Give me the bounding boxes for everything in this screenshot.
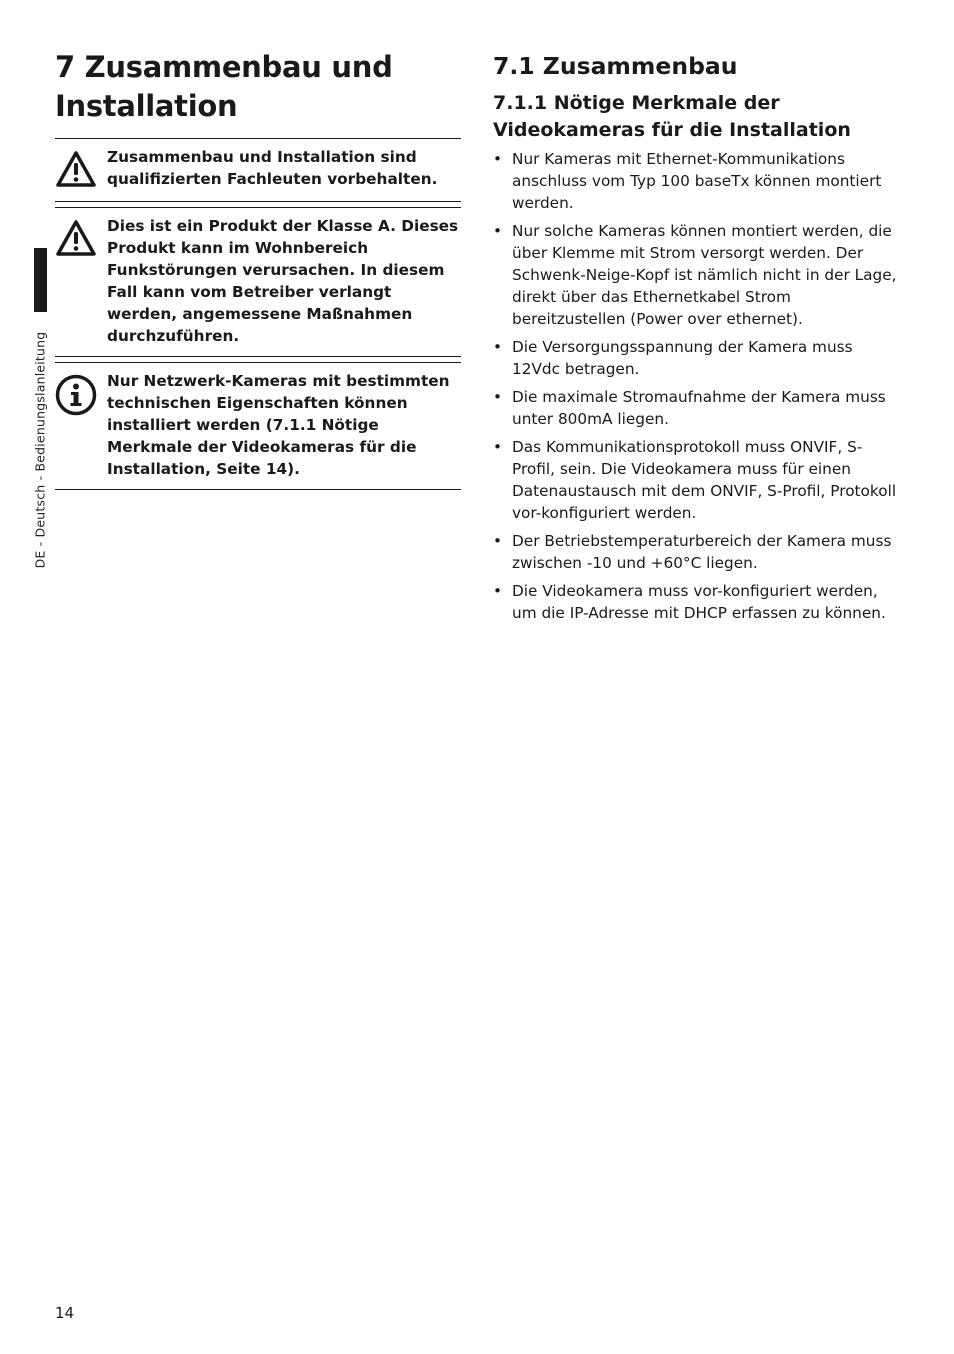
info-icon bbox=[55, 370, 107, 480]
bullet-point: • bbox=[493, 338, 503, 356]
left-column bbox=[55, 48, 461, 490]
notice-box-1 bbox=[55, 139, 461, 201]
notice-divider bbox=[55, 489, 461, 490]
list-item bbox=[493, 220, 903, 330]
list-item-text: Die Videokamera muss vor-konfiguriert werden, um die IP-Adresse mit DHCP erfassen zu können. bbox=[512, 582, 886, 622]
bullet-point: • bbox=[493, 222, 503, 240]
list-item bbox=[493, 580, 903, 624]
right-column bbox=[493, 50, 903, 630]
bullet-point: • bbox=[493, 438, 503, 456]
list-item-text: Nur Kameras mit Ethernet-Kommunikations anschluss vom Typ 100 baseTx können montiert werden. bbox=[512, 150, 882, 212]
requirements-list bbox=[493, 148, 903, 624]
warning-icon bbox=[55, 215, 107, 347]
list-item bbox=[493, 530, 903, 574]
bullet-point: • bbox=[493, 150, 503, 168]
subsection-title: 7.1.1 Nötige Merkmale der Videokameras für die Installation bbox=[493, 92, 851, 141]
list-item-text: Die Versorgungsspannung der Kamera muss 12Vdc betragen. bbox=[512, 338, 853, 378]
notice-text: Dies ist ein Produkt der Klasse A. Dieses Produkt kann im Wohnbereich Funkstörungen verursachen. In diesem Fall kann vom Betreiber verlangt werden, angemessene Maßnahmen durchzuführen. bbox=[107, 217, 459, 345]
section-title: 7.1 Zusammenbau bbox=[493, 52, 738, 80]
notice-text: Nur Netzwerk-Kameras mit bestimmten technischen Eigenschaften können installiert werden (7.1.1 Nötige Merkmale der Videokameras für die Installation, Seite 14). bbox=[107, 372, 450, 478]
side-language-label: DE - Deutsch - Bedienungslanleitung bbox=[32, 331, 48, 569]
list-item-text: Die maximale Stromaufnahme der Kamera muss unter 800mA liegen. bbox=[512, 388, 886, 428]
bullet-point: • bbox=[493, 532, 503, 550]
list-item-text: Nur solche Kameras können montiert werden, die über Klemme mit Strom versorgt werden. Der Schwenk-Neige-Kopf ist nämlich nicht in der Lage, direkt über das Ethernetkabel Strom bereitzustellen (Power over ethernet). bbox=[512, 222, 897, 328]
list-item bbox=[493, 386, 903, 430]
chapter-title: 7 Zusammenbau und Installation bbox=[55, 50, 393, 123]
bullet-point: • bbox=[493, 388, 503, 406]
notice-divider bbox=[55, 201, 461, 208]
notice-text: Zusammenbau und Installation sind qualifizierten Fachleuten vorbehalten. bbox=[107, 148, 438, 188]
list-item bbox=[493, 436, 903, 524]
list-item-text: Der Betriebstemperaturbereich der Kamera muss zwischen -10 und +60°C liegen. bbox=[512, 532, 892, 572]
list-item-text: Das Kommunikationsprotokoll muss ONVIF, S-Profil, sein. Die Videokamera muss für einen Datenaustausch mit dem ONVIF, S-Profil, Protokoll vor-konfiguriert werden. bbox=[512, 438, 897, 522]
page-number: 14 bbox=[55, 1304, 75, 1322]
notice-box-2 bbox=[55, 208, 461, 356]
side-tab-marker bbox=[34, 248, 47, 312]
list-item bbox=[493, 336, 903, 380]
warning-icon bbox=[55, 146, 107, 192]
bullet-point: • bbox=[493, 582, 503, 600]
notice-divider bbox=[55, 356, 461, 363]
notice-box-3 bbox=[55, 363, 461, 489]
list-item bbox=[493, 148, 903, 214]
